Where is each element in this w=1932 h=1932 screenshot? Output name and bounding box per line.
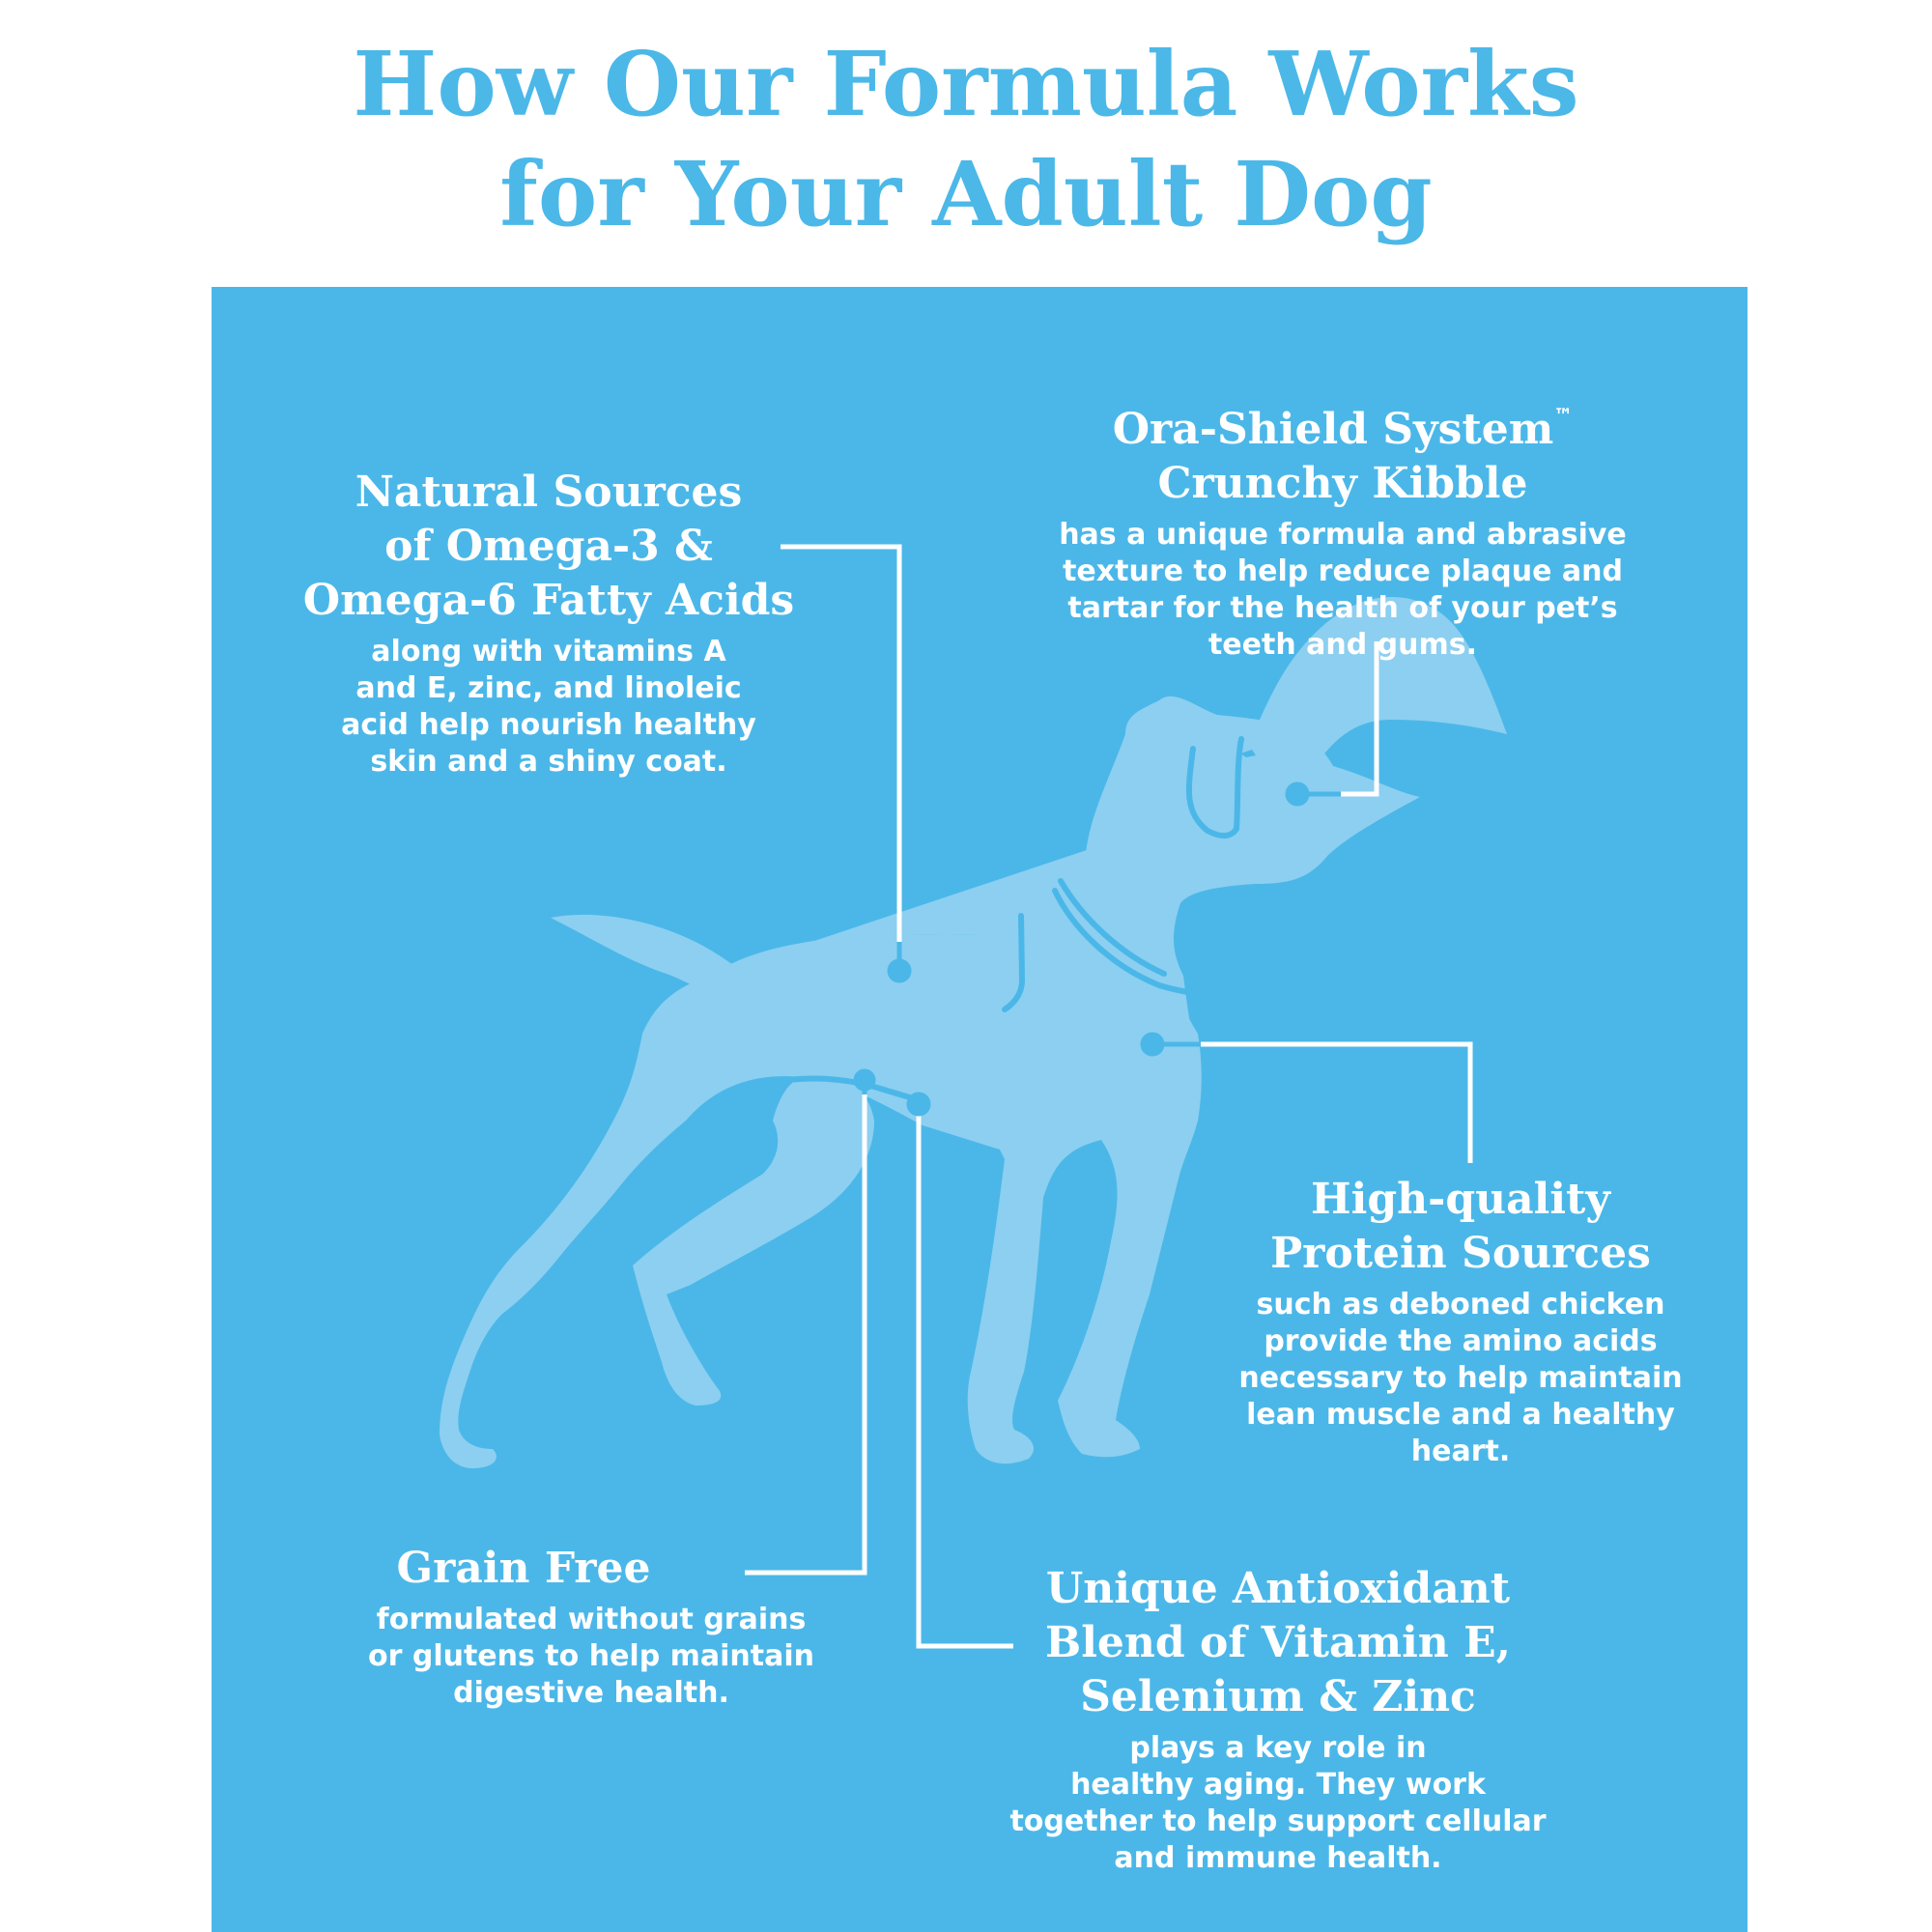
callout-antioxidant-heading [983,1562,1573,1724]
callout-orashield [1014,388,1671,664]
marker-dot-belly-right [909,1094,928,1114]
heading-line: Unique Antioxidant [1045,1564,1511,1613]
heading-line: Selenium & Zinc [1080,1672,1476,1721]
callout-antioxidant [983,1562,1573,1877]
callout-antioxidant-body [983,1730,1573,1877]
body-line: has a unique formula and abrasive [1059,518,1627,552]
heading-line: Natural Sources [355,468,743,517]
heading-line: Protein Sources [1270,1229,1651,1278]
callout-protein-body [1219,1287,1702,1470]
body-line: necessary to help maintain [1238,1361,1683,1395]
heading-line: Blend of Vitamin E, [1045,1618,1511,1667]
body-line: texture to help reduce plaque and [1063,554,1623,588]
callout-orashield-body [1014,517,1671,664]
marker-dot-nose [1288,784,1307,804]
marker-dot-belly-left [856,1071,873,1089]
body-line: lean muscle and a healthy [1246,1398,1675,1432]
heading-line: Omega-6 Fatty Acids [302,576,795,625]
body-line: tartar for the health of your pet’s [1067,591,1618,625]
callout-grain-free [350,1542,833,1712]
heading-line: Grain Free [396,1544,651,1593]
body-line: heart. [1410,1435,1511,1468]
callout-omega [259,466,838,781]
callout-grain-heading [350,1542,833,1596]
body-line: or glutens to help maintain [368,1639,814,1673]
heading-line: High-quality [1311,1175,1610,1224]
callout-omega-heading [259,466,838,628]
body-line: formulated without grains [376,1603,807,1636]
body-line: along with vitamins A [371,635,726,668]
callout-omega-body [259,634,838,781]
body-line: plays a key role in [1129,1731,1427,1765]
body-line: digestive health. [453,1676,729,1710]
marker-dot-chest [1143,1035,1162,1054]
trademark-symbol: ™ [1553,404,1574,427]
marker-dot-back [890,961,909,980]
leader-line-protein [1201,1044,1470,1163]
body-line: acid help nourish healthy [341,708,756,742]
body-line: teeth and gums. [1208,628,1478,662]
heading-line: of Omega-3 & [384,522,713,571]
callout-protein [1219,1173,1702,1470]
body-line: healthy aging. They work [1070,1768,1486,1802]
body-line: and immune health. [1114,1841,1442,1875]
callout-orashield-heading [1014,388,1671,511]
callout-protein-heading [1219,1173,1702,1281]
body-line: and E, zinc, and linoleic [355,671,742,705]
heading-line: Crunchy Kibble [1157,459,1528,508]
body-line: skin and a shiny coat. [370,745,727,779]
title-line-1: How Our Formula Works [353,32,1579,136]
title-line-2: for Your Adult Dog [499,142,1433,246]
body-line: together to help support cellular [1009,1804,1547,1838]
body-line: such as deboned chicken [1256,1288,1665,1321]
heading-line: Ora-Shield System [1112,405,1554,454]
callout-grain-body [350,1602,833,1712]
body-line: provide the amino acids [1264,1324,1658,1358]
